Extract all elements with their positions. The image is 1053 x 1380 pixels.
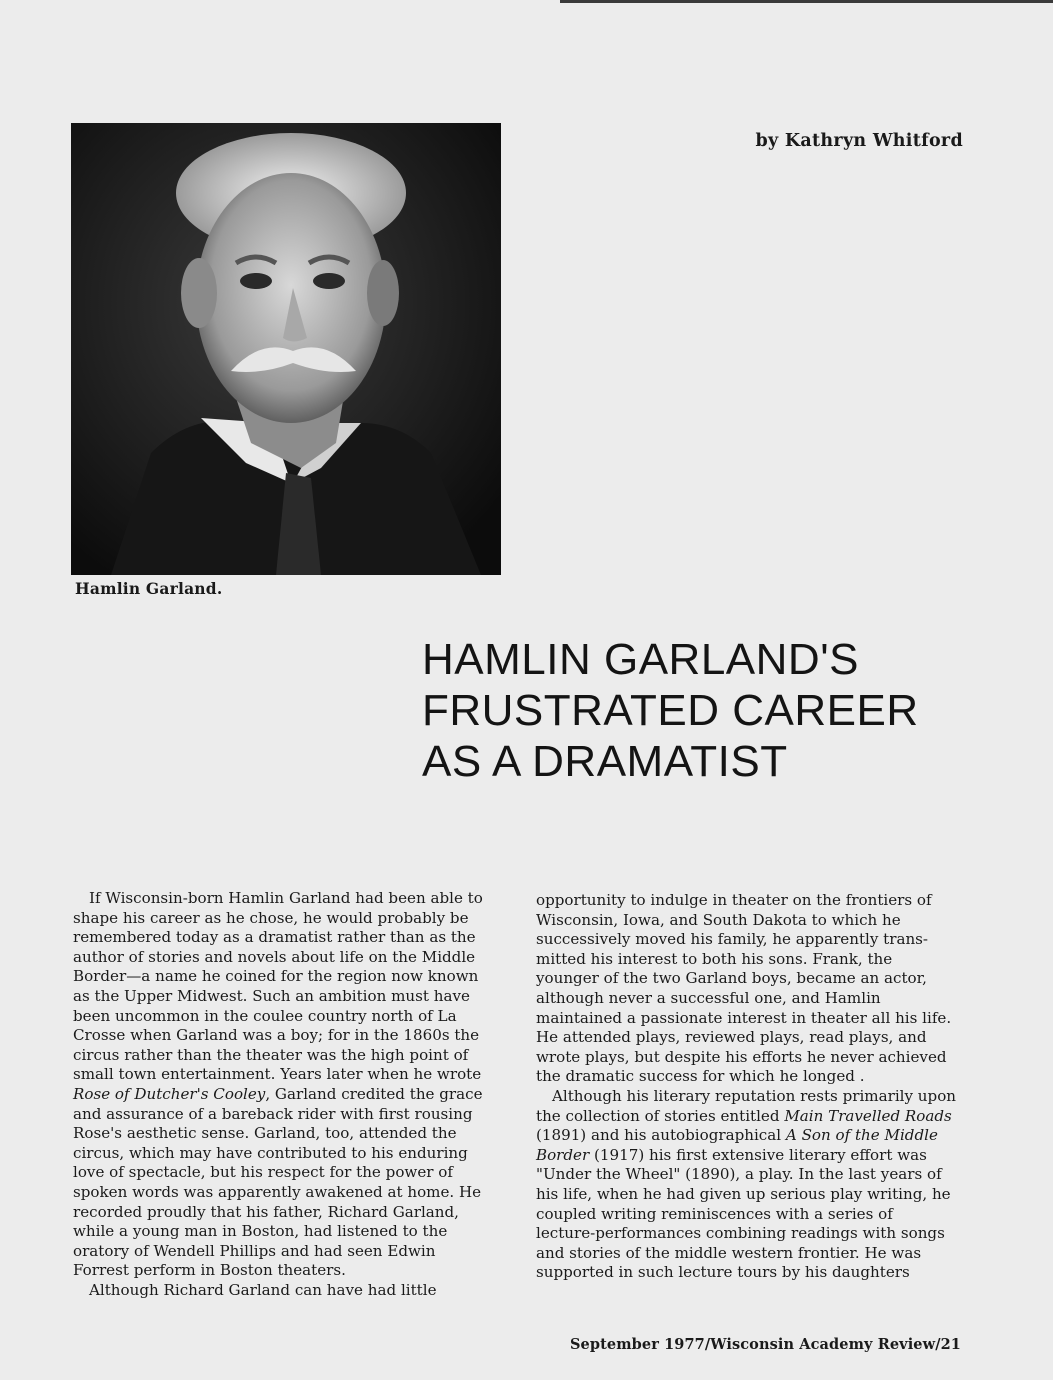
article-column-left [73,889,493,1300]
portrait-image [71,123,501,575]
paragraph: opportunity to indulge in theater on the frontiers of Wisconsin, Iowa, and South Dakota to which he successively moved his family, he apparently trans-mitted his interest to both his sons. Frank, the younger of the two Garland boys, became an actor, although never a successful one, and Hamlin maintained a passionate interest in theater all his life. He attended plays, reviewed plays, read plays, and wrote plays, but despite his efforts he never achieved the dramatic success for which he longed . [536,891,952,1086]
byline: by Kathryn Whitford [755,131,963,151]
headline-line: FRUSTRATED CAREER [422,686,919,735]
headline-line: HAMLIN GARLAND'S [422,635,859,684]
article-column-right [536,891,956,1283]
portrait-photo [71,123,501,575]
top-rule [560,0,1053,3]
paragraph: If Wisconsin-born Hamlin Garland had been able to shape his career as he chose, he would probably be remembered today as a dramatist rather than as the author of stories and novels about life on the Middle Border—a name he coined for the region now known as the Upper Midwest. Such an ambition must have been uncommon in the coulee country north of La Crosse when Garland was a boy; for in the 1860s the circus rather than the theater was the high point of small town entertainment. Years later when he wrote Rose of Dutcher's Cooley, Garland credited the grace and assurance of a bareback rider with first rousing Rose's aesthetic sense. Garland, too, attended the circus, which may have contributed to his enduring love of spectacle, but his respect for the power of spoken words was apparently awakened at home. He recorded proudly that his father, Richard Garland, while a young man in Boston, had listened to the oratory of Wendell Phillips and had seen Edwin Forrest perform in Boston theaters. [73,889,483,1280]
article-headline [422,634,1042,787]
photo-caption: Hamlin Garland. [75,579,223,598]
page-footer: September 1977/Wisconsin Academy Review/21 [569,1336,961,1353]
paragraph: Although Richard Garland can have had little [89,1280,437,1299]
paragraph: Although his literary reputation rests primarily upon the collection of stories entitled Main Travelled Roads (1891) and his autobiographical A Son of the Middle Border (1917) his first extensive literary effort was "Under the Wheel" (1890), a play. In the last years of his life, when he had given up serious play writing, he coupled writing reminiscences with a series of lecture-performances combining readings with songs and stories of the middle western frontier. He was supported in such lecture tours by his daughters [536,1086,957,1282]
headline-line: AS A DRAMATIST [422,737,788,786]
